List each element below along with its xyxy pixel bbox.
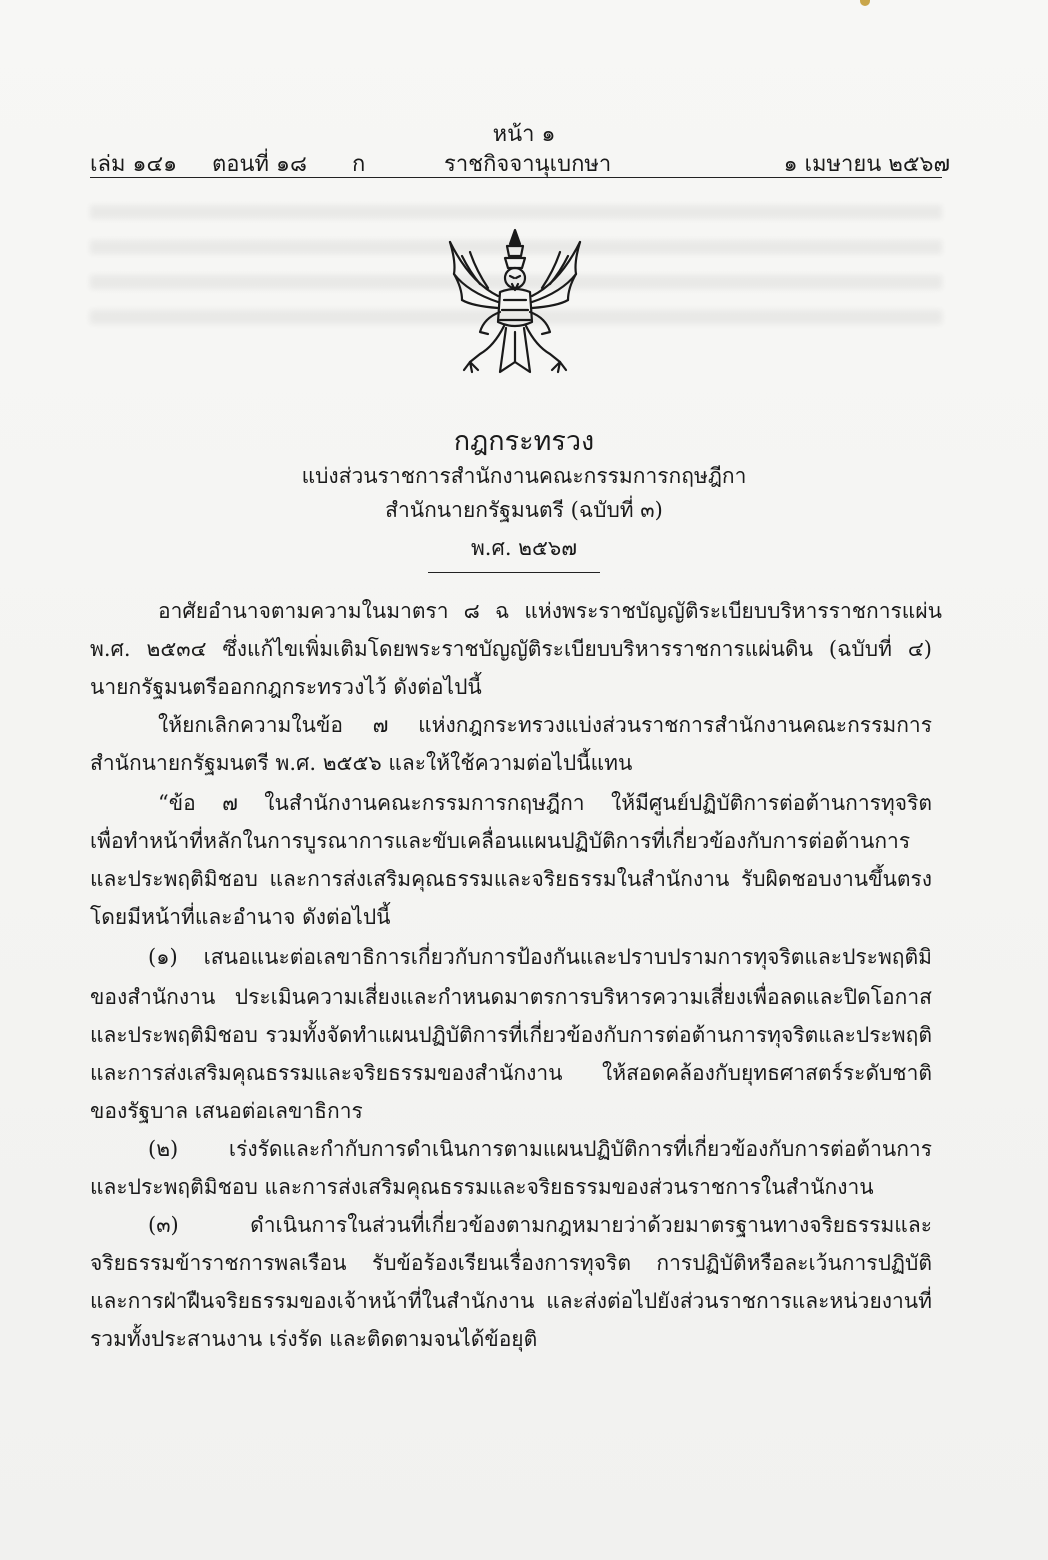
issue-label: ตอนที่ ๑๘ bbox=[212, 152, 307, 177]
body-line: อาศัยอำนาจตามความในมาตรา ๘ ฉ แห่งพระราชบัญญัติระเบียบบริหารราชการแผ่น bbox=[158, 599, 942, 623]
body-line: และการส่งเสริมคุณธรรมและจริยธรรมของสำนักงาน ให้สอดคล้องกับยุทธศาสตร์ระดับชาติ bbox=[90, 1061, 932, 1085]
body-line: นายกรัฐมนตรีออกกฎกระทรวงไว้ ดังต่อไปนี้ bbox=[90, 675, 482, 699]
section-label: ก bbox=[352, 152, 366, 177]
body-line: (๑) เสนอแนะต่อเลขาธิการเกี่ยวกับการป้องกันและปราบปรามการทุจริตและประพฤติมิ bbox=[148, 945, 932, 969]
volume-label: เล่ม ๑๔๑ bbox=[90, 152, 178, 177]
corner-mark bbox=[860, 0, 870, 6]
body-line: พ.ศ. ๒๕๓๔ ซึ่งแก้ไขเพิ่มเติมโดยพระราชบัญญัติระเบียบบริหารราชการแผ่นดิน (ฉบับที่ ๔) bbox=[90, 637, 932, 661]
body-line: และประพฤติมิชอบ และการส่งเสริมคุณธรรมและจริยธรรมในสำนักงาน รับผิดชอบงานขึ้นตรง bbox=[90, 867, 932, 891]
document-subtitle: แบ่งส่วนราชการสำนักงานคณะกรรมการกฤษฎีกา bbox=[301, 464, 747, 488]
publication-date: ๑ เมษายน ๒๕๖๗ bbox=[783, 152, 950, 177]
body-line: ให้ยกเลิกความในข้อ ๗ แห่งกฎกระทรวงแบ่งส่วนราชการสำนักงานคณะกรรมการ bbox=[158, 713, 932, 737]
document-subtitle: สำนักนายกรัฐมนตรี (ฉบับที่ ๓) bbox=[385, 498, 663, 522]
body-line: และการฝ่าฝืนจริยธรรมของเจ้าหน้าที่ในสำนักงาน และส่งต่อไปยังส่วนราชการและหน่วยงานที่ bbox=[90, 1289, 932, 1313]
body-line: ของสำนักงาน ประเมินความเสี่ยงและกำหนดมาตรการบริหารความเสี่ยงเพื่อลดและปิดโอกาส bbox=[90, 985, 932, 1009]
body-line: และประพฤติมิชอบ และการส่งเสริมคุณธรรมและจริยธรรมของส่วนราชการในสำนักงาน bbox=[90, 1175, 874, 1199]
document-year: พ.ศ. ๒๕๖๗ bbox=[470, 536, 578, 560]
page-number: หน้า ๑ bbox=[492, 122, 556, 147]
body-line: รวมทั้งประสานงาน เร่งรัด และติดตามจนได้ข้อยุติ bbox=[90, 1327, 538, 1351]
body-line: จริยธรรมข้าราชการพลเรือน รับข้อร้องเรียนเรื่องการทุจริต การปฏิบัติหรือละเว้นการปฏิบัติ bbox=[90, 1251, 932, 1275]
header-rule bbox=[90, 177, 942, 178]
document-title: กฎกระทรวง bbox=[453, 426, 595, 457]
body-line: และประพฤติมิชอบ รวมทั้งจัดทำแผนปฏิบัติการที่เกี่ยวข้องกับการต่อต้านการทุจริตและประพฤติ bbox=[90, 1023, 932, 1047]
title-rule bbox=[428, 572, 600, 573]
body-line: (๓) ดำเนินการในส่วนที่เกี่ยวข้องตามกฎหมายว่าด้วยมาตรฐานทางจริยธรรมและ bbox=[148, 1213, 932, 1237]
garuda-emblem-icon bbox=[440, 222, 590, 380]
body-line: “ข้อ ๗ ในสำนักงานคณะกรรมการกฤษฎีกา ให้มีศูนย์ปฏิบัติการต่อต้านการทุจริต bbox=[158, 791, 932, 815]
publication-name: ราชกิจจานุเบกษา bbox=[444, 152, 612, 177]
body-line: (๒) เร่งรัดและกำกับการดำเนินการตามแผนปฏิบัติการที่เกี่ยวข้องกับการต่อต้านการ bbox=[148, 1137, 932, 1161]
body-line: เพื่อทำหน้าที่หลักในการบูรณาการและขับเคลื่อนแผนปฏิบัติการที่เกี่ยวข้องกับการต่อต้านการ bbox=[90, 829, 911, 853]
bleed-through bbox=[90, 205, 942, 219]
body-line: สำนักนายกรัฐมนตรี พ.ศ. ๒๕๕๖ และให้ใช้ความต่อไปนี้แทน bbox=[90, 751, 633, 775]
gazette-header bbox=[90, 146, 950, 178]
body-line: โดยมีหน้าที่และอำนาจ ดังต่อไปนี้ bbox=[90, 905, 391, 929]
body-line: ของรัฐบาล เสนอต่อเลขาธิการ bbox=[90, 1099, 363, 1123]
